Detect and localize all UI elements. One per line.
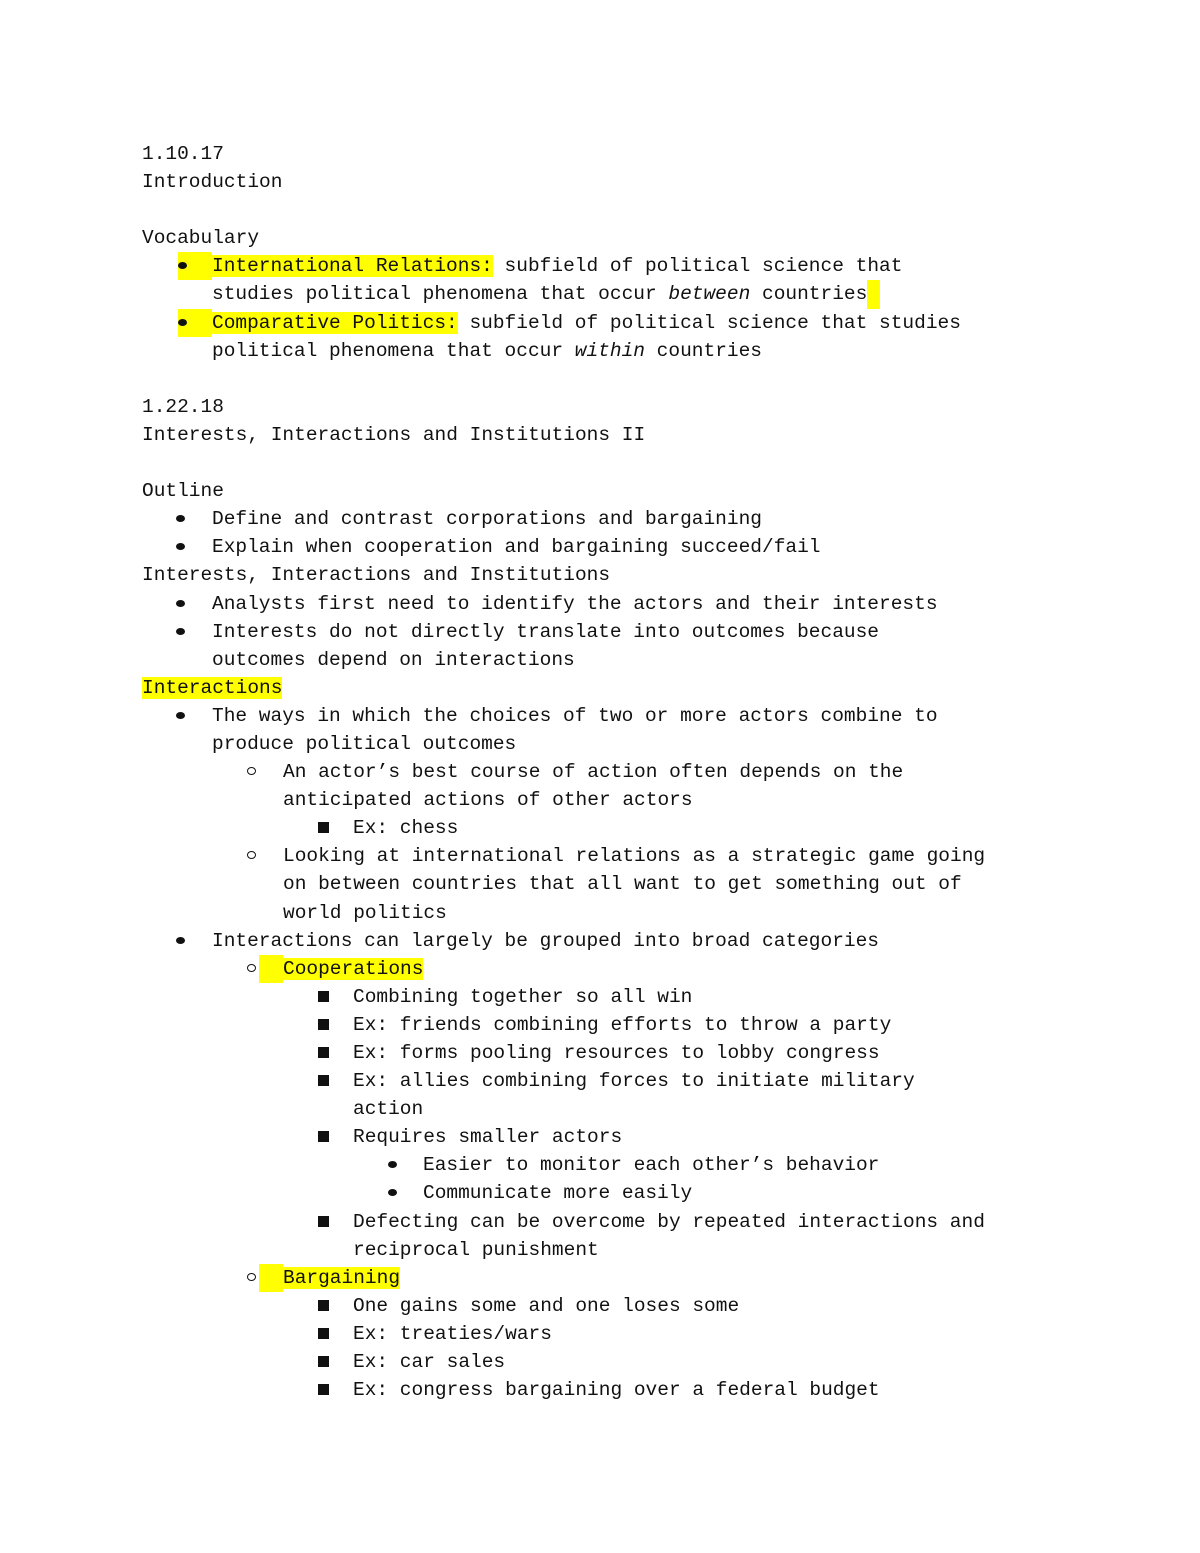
lecture1-date: 1.10.17 <box>142 143 224 165</box>
bullet-icon <box>176 515 185 522</box>
vocab-item-cp-cont <box>142 337 1102 365</box>
interactions-subitem-cont: world politics <box>283 901 447 924</box>
coop-item-text: Requires smaller actors <box>353 1126 623 1149</box>
definition-text: political phenomena that occur <box>212 339 575 362</box>
coop-item <box>142 983 1102 1011</box>
notes-content <box>142 140 1102 1404</box>
bullet-icon <box>176 937 185 944</box>
definition-text: countries <box>644 339 763 362</box>
square-bullet-icon <box>318 1131 329 1142</box>
interactions-heading <box>142 674 1102 702</box>
outline-item-text: Explain when cooperation and bargaining succeed/fail <box>212 536 821 559</box>
iii-item <box>142 590 1102 618</box>
circle-bullet-icon <box>247 767 256 775</box>
coop-item-cont: action <box>353 1098 424 1121</box>
interactions-subitem-cont: anticipated actions of other actors <box>283 789 693 812</box>
vocabulary-heading: Vocabulary <box>142 227 260 250</box>
coop-item-cont: reciprocal punishment <box>353 1238 599 1261</box>
vocab-item-ir <box>142 252 1102 280</box>
coop-item <box>142 1123 1102 1151</box>
iii-item <box>142 618 1102 646</box>
bullet-icon <box>388 1189 397 1196</box>
barg-item-text: Ex: treaties/wars <box>353 1322 552 1345</box>
square-bullet-icon <box>318 1075 329 1086</box>
interactions-subitem <box>142 758 1102 786</box>
square-bullet-icon <box>318 1019 329 1030</box>
iii-item-text: Analysts first need to identify the actors and their interests <box>212 592 938 615</box>
definition-text: studies political phenomena that occur <box>212 283 669 306</box>
vocab-item-ir-cont <box>142 280 1102 308</box>
requires-subitem-text: Communicate more easily <box>423 1182 693 1205</box>
highlight-trail <box>867 280 880 308</box>
bullet-icon <box>176 600 185 607</box>
category-label: Bargaining <box>283 1266 401 1289</box>
requires-subitem <box>142 1151 1102 1179</box>
circle-bullet-icon <box>247 1273 256 1281</box>
requires-subitem <box>142 1179 1102 1207</box>
vocab-item-cp <box>142 309 1102 337</box>
definition-text: subfield of political science that studies <box>457 311 961 334</box>
subitem-text: Looking at international relations as a strategic game going <box>283 845 986 868</box>
lecture2-title: Interests, Interactions and Institutions II <box>142 423 646 446</box>
square-bullet-icon <box>318 1356 329 1367</box>
spacer <box>142 365 1102 393</box>
bullet-icon <box>388 1161 397 1168</box>
definition-text: countries <box>750 283 868 306</box>
iii-heading: Interests, Interactions and Institutions <box>142 564 611 587</box>
square-bullet-icon <box>318 991 329 1002</box>
example-item <box>142 814 1102 842</box>
lecture2-date: 1.22.18 <box>142 395 224 418</box>
square-bullet-icon <box>318 1384 329 1395</box>
outline-heading: Outline <box>142 480 224 503</box>
categories-intro-text: Interactions can largely be grouped into broad categories <box>212 929 880 952</box>
term-international-relations: International Relations: <box>212 255 493 278</box>
category-cooperations <box>142 955 1102 983</box>
interactions-definition-cont: produce political outcomes <box>212 732 517 755</box>
circle-bullet-icon <box>247 851 256 859</box>
subitem-text: An actor’s best course of action often depends on the <box>283 761 904 784</box>
square-bullet-icon <box>318 1300 329 1311</box>
spacer <box>142 449 1102 477</box>
barg-item <box>142 1320 1102 1348</box>
barg-item-text: Ex: car sales <box>353 1351 506 1374</box>
bullet-icon <box>176 628 185 635</box>
emphasis-text: within <box>574 339 645 362</box>
circle-bullet-icon <box>247 964 256 972</box>
interactions-subitem <box>142 842 1102 870</box>
square-bullet-icon <box>318 1047 329 1058</box>
interactions-subitem-cont: on between countries that all want to get something out of <box>283 873 962 896</box>
barg-item-text: One gains some and one loses some <box>353 1294 740 1317</box>
outline-item-text: Define and contrast corporations and bargaining <box>212 508 762 531</box>
bullet-icon <box>176 712 185 719</box>
outline-item <box>142 505 1102 533</box>
interactions-definition <box>142 702 1102 730</box>
coop-item-text: Defecting can be overcome by repeated interactions and <box>353 1210 985 1233</box>
coop-item-text: Ex: friends combining efforts to throw a party <box>353 1013 892 1036</box>
coop-item <box>142 1208 1102 1236</box>
coop-item <box>142 1011 1102 1039</box>
interactions-heading-text: Interactions <box>142 676 283 699</box>
coop-item <box>142 1067 1102 1095</box>
coop-item-text: Ex: allies combining forces to initiate military <box>353 1070 915 1093</box>
bullet-icon <box>178 319 187 326</box>
square-bullet-icon <box>318 1328 329 1339</box>
barg-item <box>142 1348 1102 1376</box>
bullet-icon <box>176 543 185 550</box>
coop-item-text: Combining together so all win <box>353 985 693 1008</box>
requires-subitem-text: Easier to monitor each other’s behavior <box>423 1154 880 1177</box>
outline-item <box>142 533 1102 561</box>
lecture1-title: Introduction <box>142 171 283 194</box>
categories-intro <box>142 927 1102 955</box>
coop-item-text: Ex: forms pooling resources to lobby congress <box>353 1042 880 1064</box>
square-bullet-icon <box>318 822 329 833</box>
definition-text: The ways in which the choices of two or more actors combine to <box>212 704 938 727</box>
coop-item <box>142 1039 1102 1067</box>
square-bullet-icon <box>318 1216 329 1227</box>
barg-item <box>142 1292 1102 1320</box>
definition-text: subfield of political science that <box>492 255 903 278</box>
iii-item-cont: outcomes depend on interactions <box>212 648 575 671</box>
highlight-lead <box>259 1264 283 1292</box>
term-comparative-politics: Comparative Politics: <box>212 311 458 334</box>
iii-item-text: Interests do not directly translate into outcomes because <box>212 620 880 643</box>
example-text: Ex: chess <box>353 817 459 840</box>
barg-item <box>142 1376 1102 1404</box>
spacer <box>142 196 1102 224</box>
category-bargaining <box>142 1264 1102 1292</box>
category-label: Cooperations <box>283 957 424 980</box>
barg-item-text: Ex: congress bargaining over a federal budget <box>353 1379 880 1402</box>
emphasis-text: between <box>668 283 751 306</box>
highlight-lead <box>259 955 283 983</box>
